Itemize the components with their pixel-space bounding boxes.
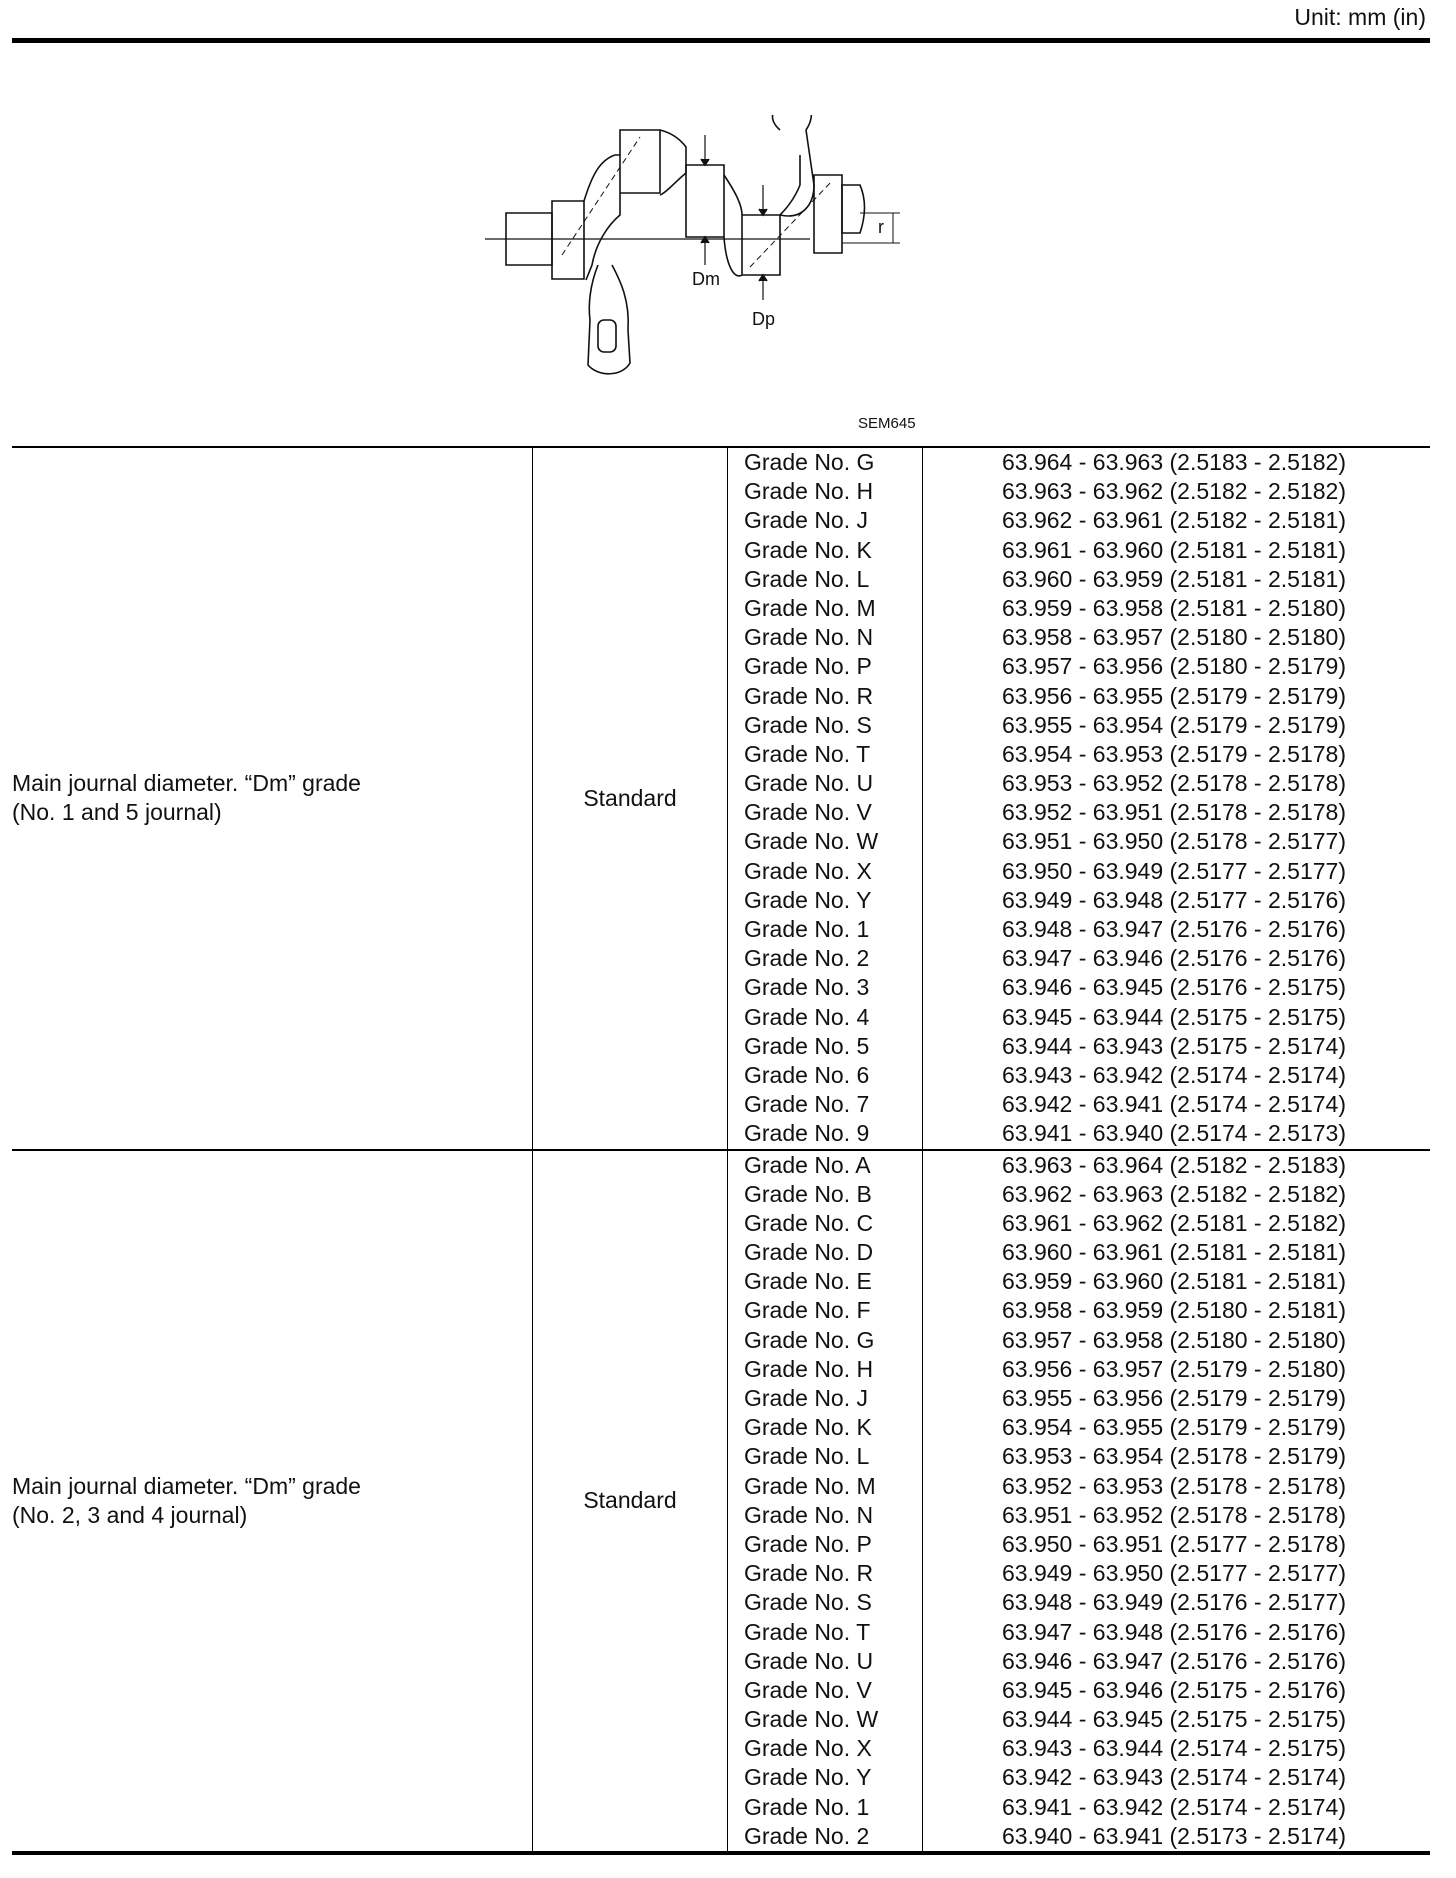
- grade-value: 63.959 - 63.958 (2.5181 - 2.5180): [1002, 594, 1346, 621]
- item-cell: [12, 447, 533, 1150]
- grade-value: 63.951 - 63.952 (2.5178 - 2.5178): [1002, 1501, 1346, 1528]
- grade-value: 63.960 - 63.961 (2.5181 - 2.5181): [1002, 1239, 1346, 1266]
- grade-value: 63.956 - 63.955 (2.5179 - 2.5179): [1002, 682, 1346, 709]
- item-line1: Main journal diameter. “Dm” grade: [12, 770, 361, 797]
- grade-value: 63.948 - 63.947 (2.5176 - 2.5176): [1002, 916, 1346, 942]
- grade-label: Grade No. X: [744, 857, 872, 884]
- grade-label: Grade No. P: [744, 1530, 872, 1557]
- grade-value: 63.957 - 63.956 (2.5180 - 2.5179): [1002, 653, 1346, 680]
- oil-passage-1: [562, 137, 640, 255]
- grade-label: Grade No. 6: [744, 1061, 870, 1088]
- grade-value: 63.960 - 63.959 (2.5181 - 2.5181): [1002, 565, 1346, 592]
- oil-passage-2: [750, 181, 832, 267]
- grade-value: 63.961 - 63.962 (2.5181 - 2.5182): [1002, 1209, 1346, 1236]
- label-r: r: [878, 217, 884, 237]
- grade-value: 63.958 - 63.959 (2.5180 - 2.5181): [1002, 1297, 1346, 1324]
- grade-label: Grade No. 4: [744, 1003, 870, 1030]
- grade-label: Grade No. T: [744, 1618, 871, 1645]
- grade-value: 63.941 - 63.942 (2.5174 - 2.5174): [1002, 1793, 1346, 1820]
- shaft-right: [842, 185, 865, 233]
- grade-value: 63.955 - 63.956 (2.5179 - 2.5179): [1002, 1385, 1346, 1411]
- grade-value: 63.940 - 63.941 (2.5173 - 2.5174): [1002, 1822, 1346, 1849]
- grade-value: 63.941 - 63.940 (2.5174 - 2.5173): [1002, 1120, 1346, 1147]
- section-journal-1-5: [12, 447, 1430, 1150]
- grade-label: Grade No. A: [744, 1151, 871, 1178]
- grade-value: 63.958 - 63.957 (2.5180 - 2.5180): [1002, 624, 1346, 651]
- grade-label: Grade No. U: [744, 1647, 874, 1674]
- grade-label: Grade No. K: [744, 536, 872, 563]
- dm-arrowhead-bottom: [701, 237, 709, 243]
- condition-cell: Standard: [533, 1150, 728, 1854]
- value-column: [923, 1150, 1431, 1854]
- grade-label: Grade No. J: [744, 1385, 868, 1411]
- grade-label: Grade No. R: [744, 682, 874, 709]
- grade-value: 63.943 - 63.942 (2.5174 - 2.5174): [1002, 1061, 1346, 1088]
- grade-value: 63.954 - 63.953 (2.5179 - 2.5178): [1002, 740, 1346, 767]
- grade-value: 63.953 - 63.952 (2.5178 - 2.5178): [1002, 770, 1346, 797]
- grade-label: Grade No. G: [744, 449, 875, 475]
- dm-arrowhead-top: [701, 159, 709, 165]
- grade-value: 63.952 - 63.951 (2.5178 - 2.5178): [1002, 799, 1346, 826]
- grade-value: 63.946 - 63.945 (2.5176 - 2.5175): [1002, 974, 1346, 1001]
- grade-label: Grade No. L: [744, 565, 870, 592]
- section-journal-2-3-4: [12, 1150, 1430, 1854]
- grade-label: Grade No. W: [744, 828, 879, 855]
- spec-table: [12, 446, 1430, 1855]
- grade-value: 63.944 - 63.943 (2.5175 - 2.5174): [1002, 1032, 1346, 1059]
- web-2: [660, 130, 686, 195]
- grade-label: Grade No. H: [744, 478, 874, 505]
- grade-value: 63.954 - 63.955 (2.5179 - 2.5179): [1002, 1414, 1346, 1441]
- grade-value: 63.949 - 63.948 (2.5177 - 2.5176): [1002, 886, 1346, 913]
- grade-label: Grade No. 1: [744, 916, 870, 942]
- grade-label: Grade No. 1: [744, 1793, 870, 1820]
- grade-value: 63.961 - 63.960 (2.5181 - 2.5181): [1002, 536, 1346, 563]
- dp-arrowhead-bottom: [759, 275, 767, 281]
- top-rule: [12, 38, 1430, 43]
- dp-arrowhead-top: [759, 209, 767, 215]
- grade-label: Grade No. S: [744, 1589, 872, 1616]
- grade-value: 63.947 - 63.946 (2.5176 - 2.5176): [1002, 945, 1346, 972]
- grade-value: 63.956 - 63.957 (2.5179 - 2.5180): [1002, 1355, 1346, 1382]
- crankshaft-diagram: [480, 115, 980, 385]
- grade-label: Grade No. E: [744, 1268, 872, 1295]
- grade-value: 63.952 - 63.953 (2.5178 - 2.5178): [1002, 1472, 1346, 1499]
- grade-label: Grade No. N: [744, 624, 874, 651]
- grade-value: 63.946 - 63.947 (2.5176 - 2.5176): [1002, 1647, 1346, 1674]
- grade-label: Grade No. M: [744, 1472, 876, 1499]
- journal-right: [814, 175, 842, 253]
- grade-value: 63.959 - 63.960 (2.5181 - 2.5181): [1002, 1268, 1346, 1295]
- figure-code: SEM645: [858, 415, 916, 432]
- grade-label: Grade No. B: [744, 1180, 872, 1207]
- grade-value: 63.943 - 63.944 (2.5174 - 2.5175): [1002, 1735, 1346, 1762]
- grade-value: 63.950 - 63.951 (2.5177 - 2.5178): [1002, 1530, 1346, 1557]
- grade-label: Grade No. K: [744, 1414, 872, 1441]
- grade-label: Grade No. 2: [744, 945, 870, 972]
- grade-label: Grade No. F: [744, 1297, 871, 1324]
- grade-label: Grade No. W: [744, 1706, 879, 1733]
- counterweight-2: [773, 115, 814, 216]
- grade-label: Grade No. S: [744, 711, 872, 738]
- grade-label: Grade No. 9: [744, 1120, 870, 1147]
- grade-value: 63.944 - 63.945 (2.5175 - 2.5175): [1002, 1706, 1346, 1733]
- grade-label: Grade No. P: [744, 653, 872, 680]
- counterweight-slot: [598, 320, 616, 352]
- condition-cell: Standard: [533, 447, 728, 1150]
- grade-value: 63.963 - 63.962 (2.5182 - 2.5182): [1002, 478, 1346, 505]
- grade-label: Grade No. 5: [744, 1032, 870, 1059]
- grade-column: [728, 447, 923, 1150]
- grade-label: Grade No. V: [744, 799, 872, 826]
- grade-value: 63.957 - 63.958 (2.5180 - 2.5180): [1002, 1326, 1346, 1353]
- grade-label: Grade No. G: [744, 1326, 875, 1353]
- item-line1: Main journal diameter. “Dm” grade: [12, 1472, 361, 1499]
- grade-label: Grade No. D: [744, 1239, 874, 1266]
- grade-label: Grade No. U: [744, 770, 874, 797]
- grade-value: 63.949 - 63.950 (2.5177 - 2.5177): [1002, 1560, 1346, 1587]
- grade-value: 63.942 - 63.941 (2.5174 - 2.5174): [1002, 1091, 1346, 1118]
- grade-label: Grade No. 3: [744, 974, 870, 1001]
- grade-value: 63.955 - 63.954 (2.5179 - 2.5179): [1002, 711, 1346, 738]
- web-4: [780, 155, 800, 215]
- unit-label: Unit: mm (in): [1294, 4, 1426, 30]
- pin-1: [620, 130, 660, 193]
- grade-label: Grade No. 7: [744, 1091, 870, 1118]
- grade-label: Grade No. Y: [744, 886, 872, 913]
- grade-value: 63.962 - 63.961 (2.5182 - 2.5181): [1002, 507, 1346, 534]
- label-dp: Dp: [752, 309, 776, 329]
- value-column: [923, 447, 1431, 1150]
- grade-label: Grade No. V: [744, 1676, 872, 1703]
- grade-label: Grade No. R: [744, 1560, 874, 1587]
- grade-label: Grade No. N: [744, 1501, 874, 1528]
- grade-label: Grade No. J: [744, 507, 868, 534]
- grade-value: 63.953 - 63.954 (2.5178 - 2.5179): [1002, 1443, 1346, 1470]
- web-3: [724, 175, 742, 276]
- grade-label: Grade No. L: [744, 1443, 870, 1470]
- pin-2: [742, 215, 780, 275]
- grade-value: 63.947 - 63.948 (2.5176 - 2.5176): [1002, 1618, 1346, 1645]
- journal-left: [552, 201, 584, 279]
- item-line2: (No. 1 and 5 journal): [12, 799, 222, 826]
- grade-value: 63.963 - 63.964 (2.5182 - 2.5183): [1002, 1151, 1346, 1178]
- grade-label: Grade No. C: [744, 1209, 874, 1236]
- grade-value: 63.945 - 63.946 (2.5175 - 2.5176): [1002, 1676, 1346, 1703]
- grade-value: 63.950 - 63.949 (2.5177 - 2.5177): [1002, 857, 1346, 884]
- label-dm: Dm: [692, 269, 720, 289]
- grade-label: Grade No. X: [744, 1735, 872, 1762]
- grade-value: 63.942 - 63.943 (2.5174 - 2.5174): [1002, 1764, 1346, 1791]
- grade-value: 63.945 - 63.944 (2.5175 - 2.5175): [1002, 1003, 1346, 1030]
- item-line2: (No. 2, 3 and 4 journal): [12, 1501, 248, 1528]
- web-1: [584, 155, 620, 280]
- grade-value: 63.951 - 63.950 (2.5178 - 2.5177): [1002, 828, 1346, 855]
- grade-label: Grade No. M: [744, 594, 876, 621]
- grade-value: 63.962 - 63.963 (2.5182 - 2.5182): [1002, 1180, 1346, 1207]
- grade-label: Grade No. H: [744, 1355, 874, 1382]
- grade-value: 63.964 - 63.963 (2.5183 - 2.5182): [1002, 449, 1346, 475]
- item-cell: [12, 1150, 533, 1854]
- grade-value: 63.948 - 63.949 (2.5176 - 2.5177): [1002, 1589, 1346, 1616]
- grade-label: Grade No. 2: [744, 1822, 870, 1849]
- grade-label: Grade No. T: [744, 740, 871, 767]
- grade-label: Grade No. Y: [744, 1764, 872, 1791]
- grade-column: [728, 1150, 923, 1854]
- journal-center: [686, 165, 724, 237]
